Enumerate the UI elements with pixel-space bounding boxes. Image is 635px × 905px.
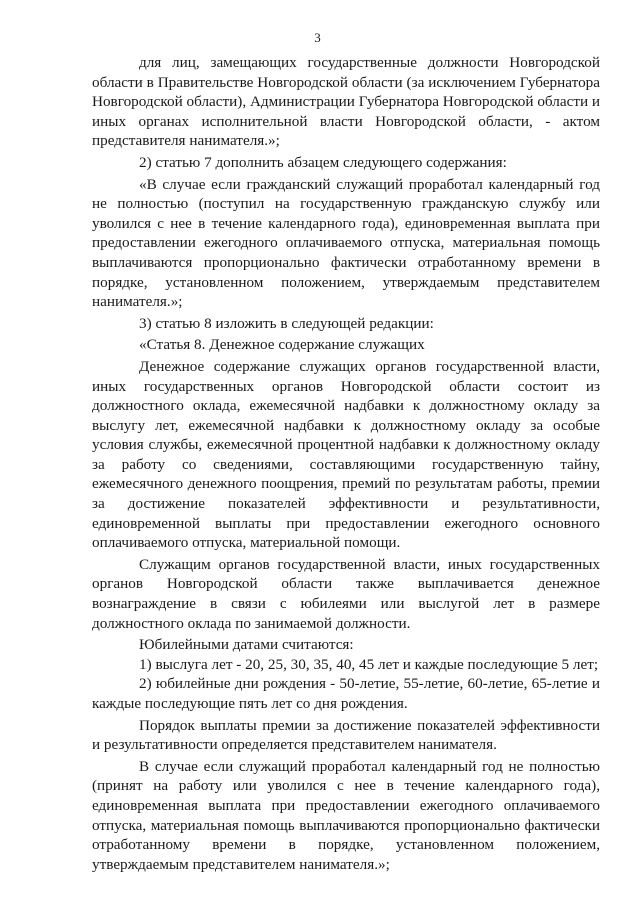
paragraph-4: 3) статью 8 изложить в следующей редакции: <box>139 314 434 332</box>
page-number: 3 <box>314 30 321 45</box>
paragraph-12: В случае если служащий проработал календарный год не полностью (принят на работу или уволился с нее в течение календарного года), единовременная выплата при предоставлении ежегодного оплачиваемого отпуска, материальная помощь выплачиваются пропорционально фактически отработанному времени в порядке, установленном положением, утверждаемым представителем нанимателя.»; <box>92 757 600 873</box>
paragraph-10: 2) юбилейные дни рождения - 50-летие, 55-летие, 60-летие, 65-летие и каждые последующие пять лет со дня рождения. <box>92 675 600 712</box>
document-body <box>92 53 600 874</box>
article-heading: «Статья 8. Денежное содержание служащих <box>139 336 425 354</box>
paragraph-2: 2) статью 7 дополнить абзацем следующего содержания: <box>139 153 507 171</box>
paragraph-6: Денежное содержание служащих органов государственной власти, иных государственных органов Новгородской области состоит из должностного оклада, ежемесячной надбавки к должностному окладу за выслугу лет, ежемесячной надбавки к должностному окладу за особые условия службы, ежемесячной процентной надбавки к должностному окладу за работу со сведениями, составляющими государственную тайну, ежемесячного денежного поощрения, премий по результатам работы, премии за достижение показателей эффективности и результативности, единовременной выплаты при предоставлении ежегодного основного оплачиваемого отпуска, материальной помощи. <box>92 357 600 552</box>
paragraph-3: «В случае если гражданский служащий проработал календарный год не полностью (поступил на государственную гражданскую службу или уволился с нее в течение календарного года), единовременная выплата при предоставлении ежегодного оплачиваемого отпуска, материальная помощь выплачиваются пропорционально фактически отработанному времени в порядке, установленном положением, утверждаемым представителем нанимателя.»; <box>92 175 600 311</box>
paragraph-9: 1) выслуга лет - 20, 25, 30, 35, 40, 45 лет и каждые последующие 5 лет; <box>139 655 599 673</box>
paragraph-8: Юбилейными датами считаются: <box>139 636 354 654</box>
paragraph-7: Служащим органов государственной власти, иных государственных органов Новгородской области также выплачивается денежное вознаграждение в связи с юбилеями или выслугой лет в размере должностного оклада по занимаемой должности. <box>92 555 600 632</box>
paragraph-1: для лиц, замещающих государственные должности Новгородской области в Правительстве Новгородской области (за исключением Губернатора Новгородской области), Администрации Губернатора Новгородской области и иных органах исполнительной власти Новгородской области, - актом представителя нанимателя.»; <box>92 54 601 150</box>
paragraph-11: Порядок выплаты премии за достижение показателей эффективности и результативности определяется представителем нанимателя. <box>92 716 600 754</box>
